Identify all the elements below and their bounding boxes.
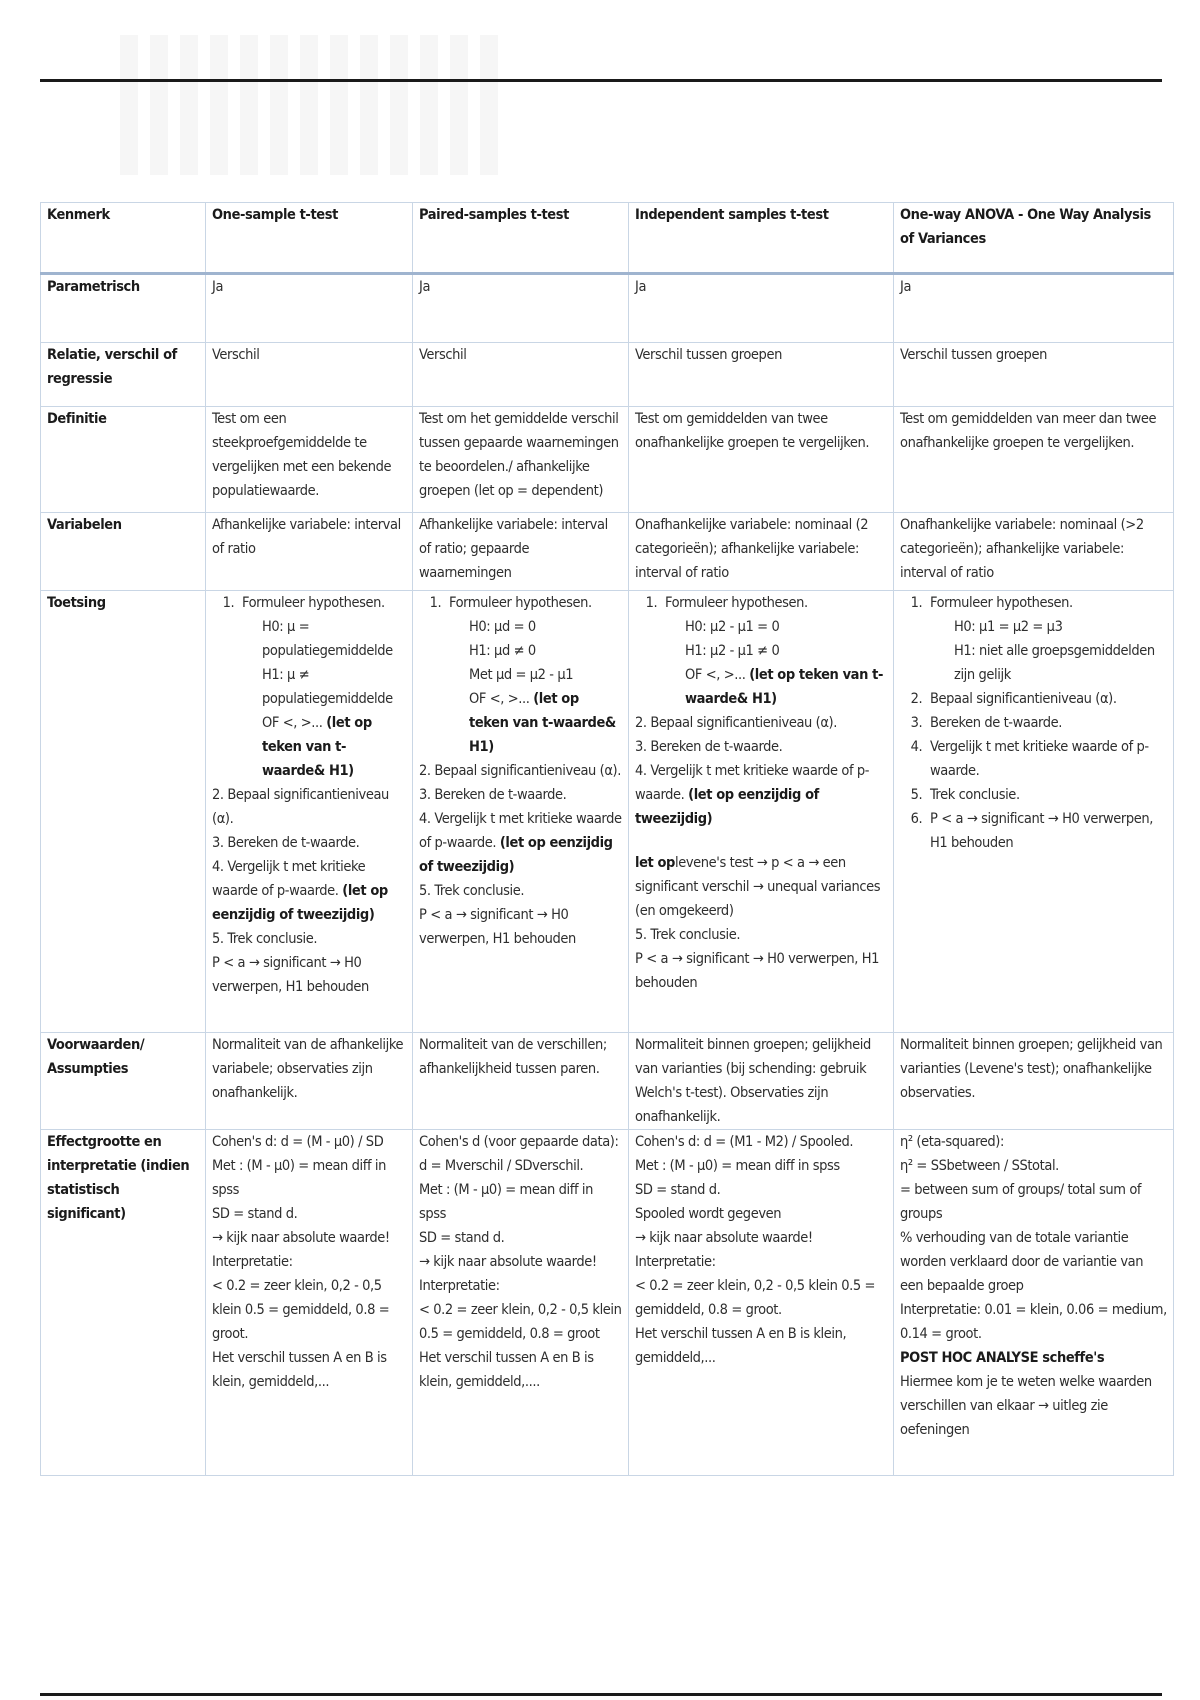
cell: Normaliteit binnen groepen; gelijkheid van varianties (Levene's test); onafhankelijke observaties. <box>894 1033 1174 1130</box>
line: Cohen's d: d = (M1 - M2) / Spooled. <box>635 1134 854 1150</box>
faint-background-mark <box>120 35 500 175</box>
cell: Verschil tussen groepen <box>894 343 1174 407</box>
row-definitie <box>41 407 1174 513</box>
row-label: Voorwaarden/ Assumpties <box>41 1033 206 1130</box>
step-text: 1. Formuleer hypothesen. <box>930 595 1073 611</box>
line: Interpretatie: <box>635 1254 716 1270</box>
line: < 0.2 = zeer klein, 0,2 - 0,5 klein 0.5 = gemiddeld, 0.8 = groot. <box>635 1278 876 1318</box>
cell: Ja <box>629 274 894 343</box>
note: (let op teken van t-waarde& H1) <box>685 667 883 707</box>
note: (let op eenzijdig of tweezijdig) <box>419 835 613 875</box>
cell: Normaliteit binnen groepen; gelijkheid van varianties (bij schending: gebruik Welch's t-test). Observaties zijn onafhankelijk. <box>629 1033 894 1130</box>
row-label: Effectgrootte en interpretatie (indien statistisch significant) <box>41 1130 206 1476</box>
cell: Test om een steekproefgemiddelde te vergelijken met een bekende populatiewaarde. <box>206 407 413 513</box>
step: 2. Bepaal significantieniveau (α). <box>926 687 1167 711</box>
row-label: Relatie, verschil of regressie <box>41 343 206 407</box>
step: 5. Trek conclusie. <box>635 927 741 943</box>
cell: Verschil <box>206 343 413 407</box>
row-label: Parametrisch <box>41 274 206 343</box>
header-anova: One-way ANOVA - One Way Analysis of Variances <box>894 203 1174 274</box>
header-row <box>41 203 1174 274</box>
hypothesis-met: Met μd = μ2 - μ1 <box>469 667 574 683</box>
step: 3. Bereken de t-waarde. <box>635 739 783 755</box>
step: 4. Vergelijk t met kritieke waarde of p-waarde. <box>926 735 1167 783</box>
hypothesis-h1: H1: niet alle groepsgemiddelden zijn gelijk <box>954 643 1155 683</box>
step: 3. Bereken de t-waarde. <box>419 787 567 803</box>
cell: Afhankelijke variabele: interval of ratio <box>206 513 413 591</box>
conclusion: P < a → significant → H0 verwerpen, H1 behouden <box>419 907 576 947</box>
row-label: Variabelen <box>41 513 206 591</box>
note: let op <box>635 855 675 871</box>
top-divider <box>40 79 1162 82</box>
text: OF <, >... <box>685 667 750 683</box>
step <box>212 855 406 927</box>
hypothesis-h1: H1: μd ≠ 0 <box>469 643 536 659</box>
line: Interpretatie: 0.01 = klein, 0.06 = medium, 0.14 = groot. <box>900 1302 1167 1342</box>
line: Met : (M - μ0) = mean diff in spss <box>419 1182 593 1222</box>
row-effectgrootte <box>41 1130 1174 1476</box>
cell: Test om gemiddelden van twee onafhankelijke groepen te vergelijken. <box>629 407 894 513</box>
note: (let op eenzijdig of tweezijdig) <box>635 787 819 827</box>
conclusion: P < a → significant → H0 verwerpen, H1 behouden <box>635 951 880 991</box>
line: < 0.2 = zeer klein, 0,2 - 0,5 klein 0.5 = gemiddeld, 0.8 = groot <box>419 1302 622 1342</box>
step: 2. Bepaal significantieniveau (α). <box>635 715 837 731</box>
hypothesis-alt <box>419 687 622 759</box>
step: 1. Formuleer hypothesen. <box>661 591 887 615</box>
step: 1. Formuleer hypothesen. <box>445 591 622 615</box>
header-one-sample: One-sample t-test <box>206 203 413 274</box>
line: Het verschil tussen A en B is klein, gemiddeld,.... <box>419 1350 594 1390</box>
cell: Verschil tussen groepen <box>629 343 894 407</box>
hypothesis-alt <box>212 711 406 783</box>
step: 2. Bepaal significantieniveau (α). <box>419 763 621 779</box>
cell: Ja <box>413 274 629 343</box>
cell-toetsing-anova <box>894 591 1174 1033</box>
hypothesis-h1: H1: μ ≠ populatiegemiddelde <box>262 667 393 707</box>
header-independent: Independent samples t-test <box>629 203 894 274</box>
cell-effect-paired <box>413 1130 629 1476</box>
row-relatie <box>41 343 1174 407</box>
text: levene's test → p < a → een significant verschil → unequal variances (en omgekeerd) <box>635 855 881 919</box>
statistical-tests-table <box>40 202 1174 1476</box>
note: (let op teken van t-waarde& H1) <box>469 691 616 755</box>
hypothesis-h0: H0: μ2 - μ1 = 0 <box>685 619 780 635</box>
cell-effect-one-sample <box>206 1130 413 1476</box>
cell-toetsing-one-sample <box>206 591 413 1033</box>
spacer <box>635 831 887 851</box>
bottom-divider <box>40 1693 1162 1696</box>
line: → kijk naar absolute waarde! <box>212 1230 390 1246</box>
line: → kijk naar absolute waarde! <box>419 1254 597 1270</box>
line: η² (eta-squared): <box>900 1134 1004 1150</box>
cell: Ja <box>206 274 413 343</box>
step: 1. Formuleer hypothesen. <box>238 591 406 615</box>
step: 5. Trek conclusie. <box>926 783 1167 807</box>
line: SD = stand d. <box>212 1206 298 1222</box>
cell-toetsing-independent <box>629 591 894 1033</box>
note: (let op teken van t-waarde& H1) <box>262 715 372 779</box>
text: 4. Vergelijk t met kritieke waarde of p-waarde. <box>419 811 622 851</box>
hypothesis-h0: H0: μ1 = μ2 = μ3 <box>954 619 1063 635</box>
row-voorwaarden <box>41 1033 1174 1130</box>
row-label: Toetsing <box>41 591 206 1033</box>
text: OF <, >... <box>469 691 534 707</box>
text: 4. Vergelijk t met kritieke waarde of p-waarde. <box>212 859 366 899</box>
line: SD = stand d. <box>419 1230 505 1246</box>
line: SD = stand d. <box>635 1182 721 1198</box>
row-parametrisch <box>41 274 1174 343</box>
post-hoc-text: Hiermee kom je te weten welke waarden verschillen van elkaar → uitleg zie oefeningen <box>900 1374 1152 1438</box>
cell: Afhankelijke variabele: interval of ratio; gepaarde waarnemingen <box>413 513 629 591</box>
line: η² = SSbetween / SStotal. <box>900 1158 1059 1174</box>
line: Met : (M - μ0) = mean diff in spss <box>635 1158 840 1174</box>
cell: Onafhankelijke variabele: nominaal (>2 categorieën); afhankelijke variabele: interval of ratio <box>894 513 1174 591</box>
line: Spooled wordt gegeven <box>635 1206 782 1222</box>
hypothesis-h1: H1: μ2 - μ1 ≠ 0 <box>685 643 780 659</box>
step: 2. Bepaal significantieniveau (α). <box>212 787 389 827</box>
hypothesis-h0: H0: μ = populatiegemiddelde <box>262 619 393 659</box>
cell: Test om gemiddelden van meer dan twee onafhankelijke groepen te vergelijken. <box>894 407 1174 513</box>
line: Cohen's d: d = (M - μ0) / SD <box>212 1134 384 1150</box>
line: Interpretatie: <box>212 1254 293 1270</box>
conclusion: P < a → significant → H0 verwerpen, H1 behouden <box>212 955 369 995</box>
line: → kijk naar absolute waarde! <box>635 1230 813 1246</box>
cell: Normaliteit van de verschillen; afhankelijkheid tussen paren. <box>413 1033 629 1130</box>
line: = between sum of groups/ total sum of groups <box>900 1182 1142 1222</box>
step <box>635 759 887 831</box>
post-hoc-title: POST HOC ANALYSE scheffe's <box>900 1350 1105 1366</box>
step: 5. Trek conclusie. <box>212 931 318 947</box>
cell-toetsing-paired <box>413 591 629 1033</box>
hypothesis-alt <box>635 663 887 711</box>
step <box>419 807 622 879</box>
line: < 0.2 = zeer klein, 0,2 - 0,5 klein 0.5 = gemiddeld, 0.8 = groot. <box>212 1278 390 1342</box>
cell: Onafhankelijke variabele: nominaal (2 categorieën); afhankelijke variabele: interval of ratio <box>629 513 894 591</box>
step: 3. Bereken de t-waarde. <box>926 711 1167 735</box>
cell: Ja <box>894 274 1174 343</box>
note: (let op eenzijdig of tweezijdig) <box>212 883 388 923</box>
cell: Verschil <box>413 343 629 407</box>
levene-note <box>635 851 887 923</box>
line: Het verschil tussen A en B is klein, gemiddeld,... <box>635 1326 847 1366</box>
row-variabelen <box>41 513 1174 591</box>
line: % verhouding van de totale variantie worden verklaard door de variantie van een bepaalde groep <box>900 1230 1144 1294</box>
text: 4. Vergelijk t met kritieke waarde of p-waarde. <box>635 763 870 803</box>
header-kenmerk: Kenmerk <box>41 203 206 274</box>
line: Cohen's d (voor gepaarde data): d = Mverschil / SDverschil. <box>419 1134 619 1174</box>
text: OF <, >... <box>262 715 327 731</box>
step: 3. Bereken de t-waarde. <box>212 835 360 851</box>
step: 5. Trek conclusie. <box>419 883 525 899</box>
cell-effect-anova <box>894 1130 1174 1476</box>
cell: Test om het gemiddelde verschil tussen gepaarde waarnemingen te beoordelen./ afhankelijke groepen (let op = dependent) <box>413 407 629 513</box>
line: Interpretatie: <box>419 1278 500 1294</box>
cell: Normaliteit van de afhankelijke variabele; observaties zijn onafhankelijk. <box>206 1033 413 1130</box>
row-label: Definitie <box>41 407 206 513</box>
cell-effect-independent <box>629 1130 894 1476</box>
hypothesis-h0: H0: μd = 0 <box>469 619 536 635</box>
step: 6. P < a → significant → H0 verwerpen, H1 behouden <box>926 807 1167 855</box>
row-toetsing <box>41 591 1174 1033</box>
header-paired: Paired-samples t-test <box>413 203 629 274</box>
step <box>926 591 1167 687</box>
line: Met : (M - μ0) = mean diff in spss <box>212 1158 386 1198</box>
line: Het verschil tussen A en B is klein, gemiddeld,... <box>212 1350 387 1390</box>
